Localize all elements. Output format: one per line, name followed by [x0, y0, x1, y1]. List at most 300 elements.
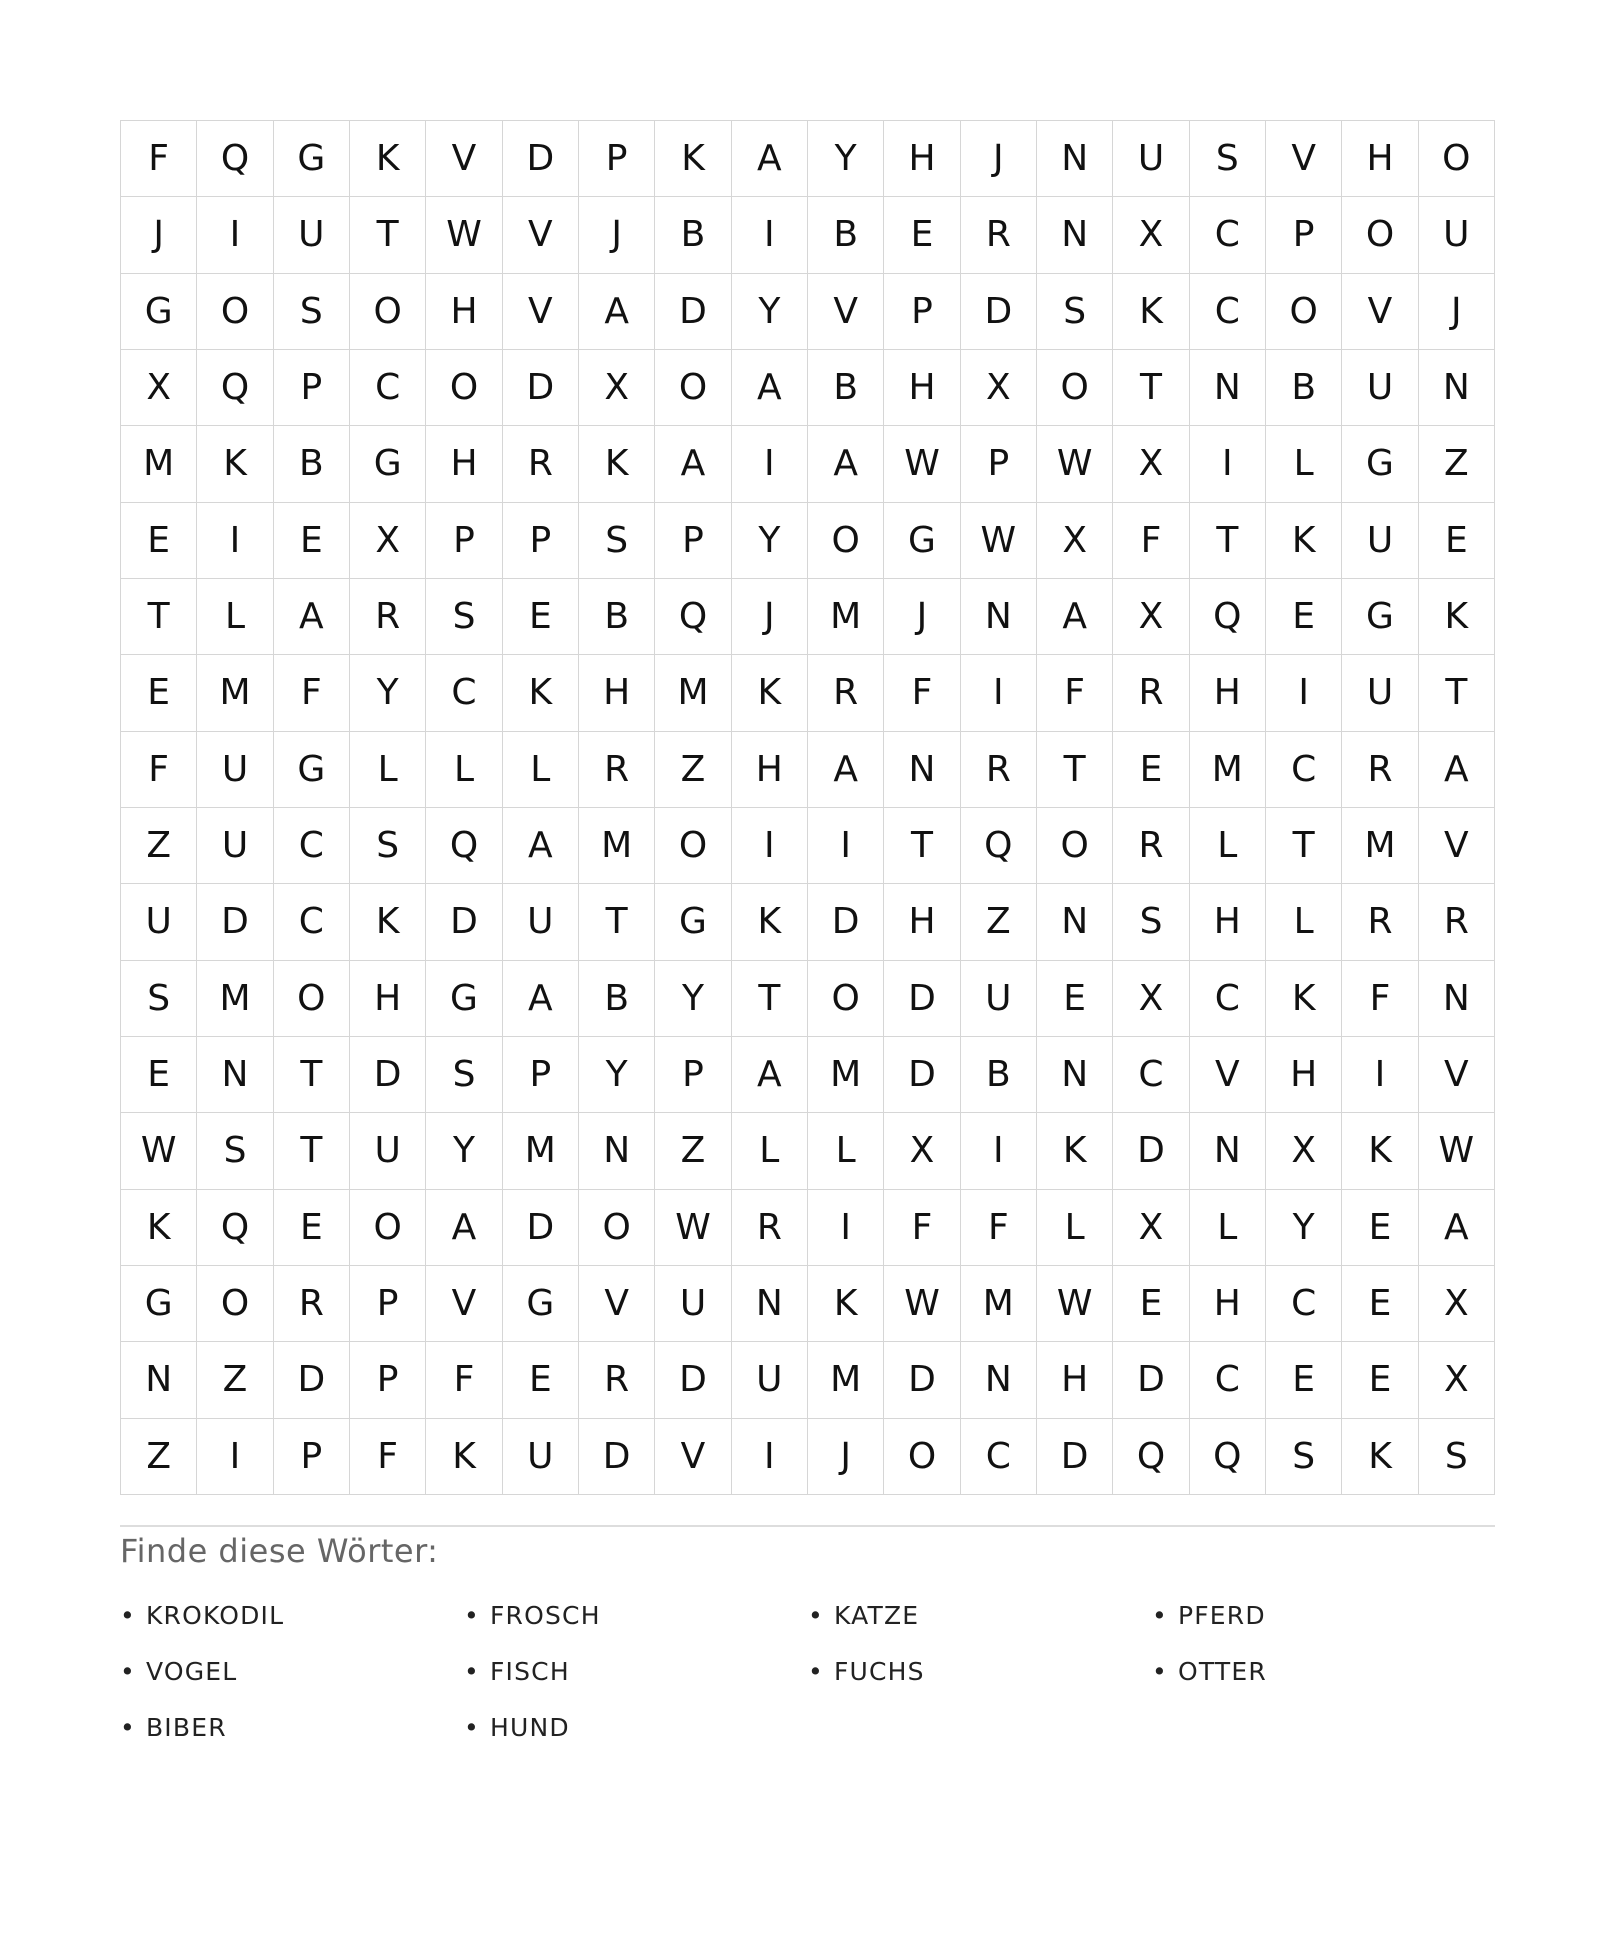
grid-cell[interactable]: D — [350, 1037, 426, 1113]
grid-cell[interactable]: C — [1113, 1037, 1189, 1113]
grid-cell[interactable]: Q — [961, 808, 1037, 884]
grid-cell[interactable]: C — [274, 884, 350, 960]
grid-cell[interactable]: U — [121, 884, 197, 960]
grid-cell[interactable]: M — [197, 961, 273, 1037]
grid-cell[interactable]: H — [579, 655, 655, 731]
grid-cell[interactable]: O — [579, 1190, 655, 1266]
grid-cell[interactable]: M — [579, 808, 655, 884]
grid-cell[interactable]: B — [1266, 350, 1342, 426]
grid-cell[interactable]: G — [274, 121, 350, 197]
grid-cell[interactable]: K — [655, 121, 731, 197]
grid-cell[interactable]: S — [1266, 1419, 1342, 1495]
grid-cell[interactable]: K — [579, 426, 655, 502]
grid-cell[interactable]: G — [121, 274, 197, 350]
grid-cell[interactable]: S — [121, 961, 197, 1037]
grid-cell[interactable]: P — [655, 1037, 731, 1113]
grid-cell[interactable]: E — [503, 579, 579, 655]
grid-cell[interactable]: E — [1342, 1342, 1418, 1418]
grid-cell[interactable]: G — [655, 884, 731, 960]
grid-cell[interactable]: C — [274, 808, 350, 884]
grid-cell[interactable]: A — [274, 579, 350, 655]
grid-cell[interactable]: E — [1342, 1190, 1418, 1266]
grid-cell[interactable]: L — [1190, 808, 1266, 884]
grid-cell[interactable]: C — [1190, 274, 1266, 350]
grid-cell[interactable]: H — [884, 350, 960, 426]
grid-cell[interactable]: T — [884, 808, 960, 884]
grid-cell[interactable]: D — [655, 274, 731, 350]
grid-cell[interactable]: S — [426, 579, 502, 655]
grid-cell[interactable]: Q — [197, 1190, 273, 1266]
grid-cell[interactable]: R — [961, 732, 1037, 808]
grid-cell[interactable]: V — [579, 1266, 655, 1342]
grid-cell[interactable]: H — [350, 961, 426, 1037]
grid-cell[interactable]: W — [961, 503, 1037, 579]
grid-cell[interactable]: H — [884, 121, 960, 197]
grid-cell[interactable]: N — [1037, 884, 1113, 960]
grid-cell[interactable]: L — [503, 732, 579, 808]
grid-cell[interactable]: V — [1266, 121, 1342, 197]
grid-cell[interactable]: T — [1419, 655, 1495, 731]
grid-cell[interactable]: A — [1037, 579, 1113, 655]
grid-cell[interactable]: U — [503, 1419, 579, 1495]
grid-cell[interactable]: Q — [197, 350, 273, 426]
grid-cell[interactable]: J — [121, 197, 197, 273]
grid-cell[interactable]: P — [1266, 197, 1342, 273]
grid-cell[interactable]: G — [274, 732, 350, 808]
grid-cell[interactable]: N — [961, 1342, 1037, 1418]
grid-cell[interactable]: A — [503, 961, 579, 1037]
grid-cell[interactable]: I — [197, 197, 273, 273]
grid-cell[interactable]: H — [1266, 1037, 1342, 1113]
grid-cell[interactable]: H — [1037, 1342, 1113, 1418]
grid-cell[interactable]: F — [350, 1419, 426, 1495]
grid-cell[interactable]: K — [197, 426, 273, 502]
grid-cell[interactable]: P — [350, 1342, 426, 1418]
grid-cell[interactable]: Z — [121, 808, 197, 884]
grid-cell[interactable]: U — [732, 1342, 808, 1418]
grid-cell[interactable]: A — [655, 426, 731, 502]
grid-cell[interactable]: X — [884, 1113, 960, 1189]
grid-cell[interactable]: C — [1266, 732, 1342, 808]
grid-cell[interactable]: V — [426, 1266, 502, 1342]
grid-cell[interactable]: S — [197, 1113, 273, 1189]
grid-cell[interactable]: N — [1037, 197, 1113, 273]
grid-cell[interactable]: H — [426, 274, 502, 350]
grid-cell[interactable]: X — [1037, 503, 1113, 579]
grid-cell[interactable]: Q — [1190, 579, 1266, 655]
grid-cell[interactable]: L — [1037, 1190, 1113, 1266]
grid-cell[interactable]: B — [808, 350, 884, 426]
grid-cell[interactable]: M — [121, 426, 197, 502]
grid-cell[interactable]: T — [1113, 350, 1189, 426]
grid-cell[interactable]: T — [579, 884, 655, 960]
grid-cell[interactable]: E — [1419, 503, 1495, 579]
grid-cell[interactable]: N — [579, 1113, 655, 1189]
grid-cell[interactable]: S — [1113, 884, 1189, 960]
grid-cell[interactable]: R — [1113, 808, 1189, 884]
grid-cell[interactable]: D — [1037, 1419, 1113, 1495]
grid-cell[interactable]: N — [732, 1266, 808, 1342]
grid-cell[interactable]: T — [1190, 503, 1266, 579]
grid-cell[interactable]: P — [350, 1266, 426, 1342]
grid-cell[interactable]: J — [808, 1419, 884, 1495]
grid-cell[interactable]: G — [426, 961, 502, 1037]
grid-cell[interactable]: V — [655, 1419, 731, 1495]
grid-cell[interactable]: O — [197, 1266, 273, 1342]
grid-cell[interactable]: M — [808, 1342, 884, 1418]
grid-cell[interactable]: R — [808, 655, 884, 731]
grid-cell[interactable]: G — [1342, 426, 1418, 502]
grid-cell[interactable]: W — [884, 1266, 960, 1342]
grid-cell[interactable]: S — [579, 503, 655, 579]
grid-cell[interactable]: X — [1266, 1113, 1342, 1189]
grid-cell[interactable]: N — [884, 732, 960, 808]
grid-cell[interactable]: I — [1266, 655, 1342, 731]
grid-cell[interactable]: X — [1419, 1342, 1495, 1418]
grid-cell[interactable]: O — [426, 350, 502, 426]
grid-cell[interactable]: Q — [426, 808, 502, 884]
grid-cell[interactable]: N — [1190, 1113, 1266, 1189]
grid-cell[interactable]: E — [1037, 961, 1113, 1037]
grid-cell[interactable]: R — [579, 1342, 655, 1418]
grid-cell[interactable]: U — [197, 732, 273, 808]
grid-cell[interactable]: D — [884, 961, 960, 1037]
grid-cell[interactable]: Y — [426, 1113, 502, 1189]
grid-cell[interactable]: K — [808, 1266, 884, 1342]
grid-cell[interactable]: A — [808, 426, 884, 502]
grid-cell[interactable]: D — [503, 121, 579, 197]
grid-cell[interactable]: Y — [808, 121, 884, 197]
grid-cell[interactable]: T — [1266, 808, 1342, 884]
grid-cell[interactable]: W — [1419, 1113, 1495, 1189]
grid-cell[interactable]: P — [503, 503, 579, 579]
grid-cell[interactable]: H — [426, 426, 502, 502]
grid-cell[interactable]: A — [1419, 732, 1495, 808]
grid-cell[interactable]: K — [1342, 1419, 1418, 1495]
grid-cell[interactable]: U — [1342, 503, 1418, 579]
grid-cell[interactable]: V — [1419, 808, 1495, 884]
grid-cell[interactable]: J — [884, 579, 960, 655]
grid-cell[interactable]: O — [808, 503, 884, 579]
grid-cell[interactable]: H — [884, 884, 960, 960]
grid-cell[interactable]: F — [884, 655, 960, 731]
grid-cell[interactable]: K — [350, 884, 426, 960]
grid-cell[interactable]: U — [350, 1113, 426, 1189]
grid-cell[interactable]: F — [1342, 961, 1418, 1037]
grid-cell[interactable]: I — [961, 1113, 1037, 1189]
grid-cell[interactable]: D — [884, 1342, 960, 1418]
grid-cell[interactable]: Q — [1190, 1419, 1266, 1495]
grid-cell[interactable]: U — [655, 1266, 731, 1342]
grid-cell[interactable]: B — [274, 426, 350, 502]
grid-cell[interactable]: X — [1113, 1190, 1189, 1266]
grid-cell[interactable]: O — [350, 1190, 426, 1266]
grid-cell[interactable]: L — [426, 732, 502, 808]
grid-cell[interactable]: N — [1037, 1037, 1113, 1113]
grid-cell[interactable]: I — [1342, 1037, 1418, 1113]
grid-cell[interactable]: W — [121, 1113, 197, 1189]
grid-cell[interactable]: B — [579, 579, 655, 655]
grid-cell[interactable]: H — [1342, 121, 1418, 197]
grid-cell[interactable]: E — [274, 503, 350, 579]
grid-cell[interactable]: X — [1113, 579, 1189, 655]
grid-cell[interactable]: O — [1419, 121, 1495, 197]
grid-cell[interactable]: K — [1113, 274, 1189, 350]
grid-cell[interactable]: V — [426, 121, 502, 197]
grid-cell[interactable]: E — [121, 503, 197, 579]
grid-cell[interactable]: F — [426, 1342, 502, 1418]
grid-cell[interactable]: M — [808, 1037, 884, 1113]
grid-cell[interactable]: X — [1113, 197, 1189, 273]
grid-cell[interactable]: G — [121, 1266, 197, 1342]
grid-cell[interactable]: N — [121, 1342, 197, 1418]
grid-cell[interactable]: V — [503, 274, 579, 350]
grid-cell[interactable]: D — [426, 884, 502, 960]
grid-cell[interactable]: C — [1190, 197, 1266, 273]
grid-cell[interactable]: W — [1037, 1266, 1113, 1342]
grid-cell[interactable]: P — [961, 426, 1037, 502]
grid-cell[interactable]: I — [732, 197, 808, 273]
grid-cell[interactable]: E — [1342, 1266, 1418, 1342]
grid-cell[interactable]: W — [655, 1190, 731, 1266]
grid-cell[interactable]: X — [961, 350, 1037, 426]
grid-cell[interactable]: E — [1113, 732, 1189, 808]
grid-cell[interactable]: I — [732, 426, 808, 502]
grid-cell[interactable]: D — [808, 884, 884, 960]
grid-cell[interactable]: X — [1419, 1266, 1495, 1342]
grid-cell[interactable]: R — [1419, 884, 1495, 960]
grid-cell[interactable]: C — [961, 1419, 1037, 1495]
grid-cell[interactable]: Y — [579, 1037, 655, 1113]
grid-cell[interactable]: A — [732, 350, 808, 426]
grid-cell[interactable]: O — [1037, 350, 1113, 426]
grid-cell[interactable]: X — [579, 350, 655, 426]
grid-cell[interactable]: O — [1266, 274, 1342, 350]
grid-cell[interactable]: R — [503, 426, 579, 502]
grid-cell[interactable]: M — [961, 1266, 1037, 1342]
grid-cell[interactable]: Z — [1419, 426, 1495, 502]
grid-cell[interactable]: D — [274, 1342, 350, 1418]
grid-cell[interactable]: A — [808, 732, 884, 808]
grid-cell[interactable]: L — [197, 579, 273, 655]
grid-cell[interactable]: N — [1419, 350, 1495, 426]
grid-cell[interactable]: D — [655, 1342, 731, 1418]
grid-cell[interactable]: T — [1037, 732, 1113, 808]
grid-cell[interactable]: E — [121, 1037, 197, 1113]
grid-cell[interactable]: X — [1113, 961, 1189, 1037]
grid-cell[interactable]: H — [732, 732, 808, 808]
grid-cell[interactable]: S — [274, 274, 350, 350]
grid-cell[interactable]: Y — [1266, 1190, 1342, 1266]
grid-cell[interactable]: U — [503, 884, 579, 960]
grid-cell[interactable]: Z — [197, 1342, 273, 1418]
grid-cell[interactable]: R — [1342, 732, 1418, 808]
grid-cell[interactable]: E — [1266, 1342, 1342, 1418]
grid-cell[interactable]: M — [1342, 808, 1418, 884]
grid-cell[interactable]: D — [961, 274, 1037, 350]
grid-cell[interactable]: E — [1113, 1266, 1189, 1342]
grid-cell[interactable]: C — [1266, 1266, 1342, 1342]
grid-cell[interactable]: K — [503, 655, 579, 731]
grid-cell[interactable]: O — [1037, 808, 1113, 884]
grid-cell[interactable]: L — [350, 732, 426, 808]
grid-cell[interactable]: F — [274, 655, 350, 731]
grid-cell[interactable]: K — [1266, 503, 1342, 579]
grid-cell[interactable]: J — [732, 579, 808, 655]
grid-cell[interactable]: U — [961, 961, 1037, 1037]
grid-cell[interactable]: R — [961, 197, 1037, 273]
grid-cell[interactable]: Z — [655, 732, 731, 808]
grid-cell[interactable]: Q — [197, 121, 273, 197]
grid-cell[interactable]: P — [274, 1419, 350, 1495]
grid-cell[interactable]: I — [197, 1419, 273, 1495]
grid-cell[interactable]: B — [655, 197, 731, 273]
grid-cell[interactable]: Y — [655, 961, 731, 1037]
grid-cell[interactable]: D — [503, 350, 579, 426]
grid-cell[interactable]: G — [884, 503, 960, 579]
grid-cell[interactable]: P — [655, 503, 731, 579]
grid-cell[interactable]: S — [1419, 1419, 1495, 1495]
grid-cell[interactable]: O — [808, 961, 884, 1037]
grid-cell[interactable]: U — [1342, 350, 1418, 426]
grid-cell[interactable]: P — [884, 274, 960, 350]
grid-cell[interactable]: R — [579, 732, 655, 808]
grid-cell[interactable]: A — [732, 121, 808, 197]
grid-cell[interactable]: D — [884, 1037, 960, 1113]
grid-cell[interactable]: J — [579, 197, 655, 273]
grid-cell[interactable]: L — [808, 1113, 884, 1189]
grid-cell[interactable]: S — [1190, 121, 1266, 197]
grid-cell[interactable]: K — [732, 884, 808, 960]
grid-cell[interactable]: N — [1037, 121, 1113, 197]
grid-cell[interactable]: O — [655, 808, 731, 884]
grid-cell[interactable]: K — [1037, 1113, 1113, 1189]
grid-cell[interactable]: K — [732, 655, 808, 731]
grid-cell[interactable]: T — [732, 961, 808, 1037]
grid-cell[interactable]: S — [426, 1037, 502, 1113]
grid-cell[interactable]: R — [1342, 884, 1418, 960]
grid-cell[interactable]: E — [503, 1342, 579, 1418]
grid-cell[interactable]: N — [961, 579, 1037, 655]
grid-cell[interactable]: B — [808, 197, 884, 273]
grid-cell[interactable]: U — [1419, 197, 1495, 273]
grid-cell[interactable]: L — [1266, 426, 1342, 502]
grid-cell[interactable]: J — [1419, 274, 1495, 350]
grid-cell[interactable]: Q — [1113, 1419, 1189, 1495]
grid-cell[interactable]: F — [1037, 655, 1113, 731]
grid-cell[interactable]: C — [1190, 1342, 1266, 1418]
grid-cell[interactable]: I — [1190, 426, 1266, 502]
grid-cell[interactable]: K — [121, 1190, 197, 1266]
grid-cell[interactable]: H — [1190, 884, 1266, 960]
grid-cell[interactable]: D — [503, 1190, 579, 1266]
grid-cell[interactable]: N — [1190, 350, 1266, 426]
grid-cell[interactable]: I — [732, 1419, 808, 1495]
grid-cell[interactable]: O — [655, 350, 731, 426]
grid-cell[interactable]: V — [1342, 274, 1418, 350]
grid-cell[interactable]: G — [503, 1266, 579, 1342]
grid-cell[interactable]: D — [1113, 1342, 1189, 1418]
grid-cell[interactable]: V — [1419, 1037, 1495, 1113]
grid-cell[interactable]: R — [350, 579, 426, 655]
grid-cell[interactable]: E — [1266, 579, 1342, 655]
grid-cell[interactable]: K — [350, 121, 426, 197]
grid-cell[interactable]: M — [503, 1113, 579, 1189]
grid-cell[interactable]: C — [1190, 961, 1266, 1037]
grid-cell[interactable]: L — [1190, 1190, 1266, 1266]
grid-cell[interactable]: O — [197, 274, 273, 350]
grid-cell[interactable]: G — [350, 426, 426, 502]
grid-cell[interactable]: K — [426, 1419, 502, 1495]
grid-cell[interactable]: X — [121, 350, 197, 426]
grid-cell[interactable]: P — [274, 350, 350, 426]
grid-cell[interactable]: N — [197, 1037, 273, 1113]
grid-cell[interactable]: E — [121, 655, 197, 731]
grid-cell[interactable]: V — [1190, 1037, 1266, 1113]
grid-cell[interactable]: S — [350, 808, 426, 884]
grid-cell[interactable]: M — [655, 655, 731, 731]
grid-cell[interactable]: R — [1113, 655, 1189, 731]
grid-cell[interactable]: M — [197, 655, 273, 731]
grid-cell[interactable]: A — [426, 1190, 502, 1266]
grid-cell[interactable]: I — [961, 655, 1037, 731]
grid-cell[interactable]: I — [808, 1190, 884, 1266]
grid-cell[interactable]: F — [961, 1190, 1037, 1266]
grid-cell[interactable]: J — [961, 121, 1037, 197]
grid-cell[interactable]: B — [961, 1037, 1037, 1113]
grid-cell[interactable]: P — [503, 1037, 579, 1113]
grid-cell[interactable]: S — [1037, 274, 1113, 350]
grid-cell[interactable]: M — [1190, 732, 1266, 808]
grid-cell[interactable]: F — [121, 732, 197, 808]
grid-cell[interactable]: V — [503, 197, 579, 273]
grid-cell[interactable]: M — [808, 579, 884, 655]
grid-cell[interactable]: Y — [732, 274, 808, 350]
grid-cell[interactable]: U — [1342, 655, 1418, 731]
grid-cell[interactable]: D — [579, 1419, 655, 1495]
grid-cell[interactable]: U — [274, 197, 350, 273]
grid-cell[interactable]: X — [1113, 426, 1189, 502]
grid-cell[interactable]: F — [884, 1190, 960, 1266]
grid-cell[interactable]: U — [197, 808, 273, 884]
grid-cell[interactable]: A — [1419, 1190, 1495, 1266]
grid-cell[interactable]: K — [1419, 579, 1495, 655]
grid-cell[interactable]: K — [1342, 1113, 1418, 1189]
grid-cell[interactable]: O — [274, 961, 350, 1037]
grid-cell[interactable]: I — [808, 808, 884, 884]
grid-cell[interactable]: F — [121, 121, 197, 197]
grid-cell[interactable]: H — [1190, 1266, 1266, 1342]
grid-cell[interactable]: T — [350, 197, 426, 273]
grid-cell[interactable]: N — [1419, 961, 1495, 1037]
grid-cell[interactable]: Z — [961, 884, 1037, 960]
grid-cell[interactable]: T — [274, 1113, 350, 1189]
grid-cell[interactable]: P — [426, 503, 502, 579]
grid-cell[interactable]: Q — [655, 579, 731, 655]
grid-cell[interactable]: V — [808, 274, 884, 350]
grid-cell[interactable]: B — [579, 961, 655, 1037]
grid-cell[interactable]: A — [579, 274, 655, 350]
grid-cell[interactable]: O — [1342, 197, 1418, 273]
grid-cell[interactable]: Z — [121, 1419, 197, 1495]
grid-cell[interactable]: I — [197, 503, 273, 579]
grid-cell[interactable]: Y — [350, 655, 426, 731]
grid-cell[interactable]: T — [121, 579, 197, 655]
grid-cell[interactable]: F — [1113, 503, 1189, 579]
grid-cell[interactable]: I — [732, 808, 808, 884]
grid-cell[interactable]: G — [1342, 579, 1418, 655]
grid-cell[interactable]: W — [884, 426, 960, 502]
